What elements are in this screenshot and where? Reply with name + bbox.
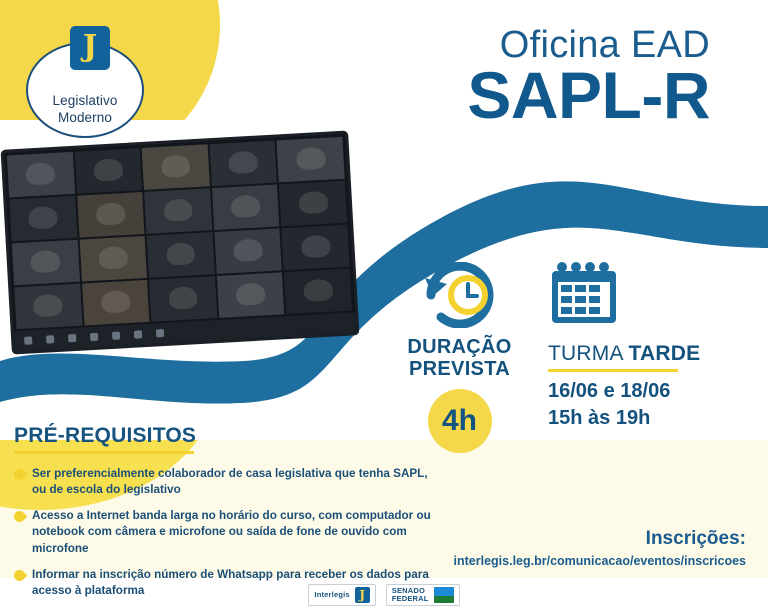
senado-logo-text: [392, 587, 429, 604]
video-call-photo: [1, 130, 360, 354]
prerequisites-title: PRÉ-REQUISITOS: [14, 424, 197, 447]
turma-title-bold: TARDE: [628, 342, 701, 365]
interlegis-j-icon: J: [355, 587, 370, 603]
bullet-icon: [12, 467, 28, 483]
duration-label-line2: PREVISTA: [409, 358, 510, 381]
registration-block: [454, 528, 746, 568]
turma-time: 15h às 19h: [548, 407, 651, 429]
brand-badge: [18, 24, 160, 142]
list-item: [14, 508, 434, 556]
turma-block: [548, 258, 700, 432]
registration-url[interactable]: interlegis.leg.br/comunicacao/eventos/inscricoes: [453, 554, 746, 568]
senado-federal-logo: [386, 584, 460, 606]
footer-logos: [0, 582, 768, 608]
duration-hours-badge: 4h: [428, 389, 492, 453]
turma-dates: 16/06 e 18/06: [548, 380, 671, 402]
bullet-icon: [12, 567, 28, 583]
prerequisite-text: Ser preferencialmente colaborador de casa legislativa que tenha SAPL, ou de escola do legislativo: [32, 467, 428, 497]
calendar-icon: [548, 258, 628, 328]
brand-badge-line1: Legislativo: [52, 93, 118, 109]
registration-title: Inscrições:: [645, 528, 746, 549]
laptop-screen: [1, 130, 360, 354]
turma-title-thin: TURMA: [548, 342, 629, 365]
duration-label-line1: DURAÇÃO: [407, 336, 512, 358]
headline: [467, 24, 710, 132]
headline-subtitle: Oficina EAD: [499, 24, 710, 66]
headline-title: SAPL-R: [467, 57, 710, 132]
list-item: [14, 466, 434, 498]
brand-badge-line2: Moderno: [58, 109, 112, 125]
brazil-flag-icon: [434, 587, 454, 603]
prerequisites-underline: [14, 451, 194, 454]
senado-logo-line2: FEDERAL: [391, 594, 429, 603]
senado-logo-line1: SENADO: [391, 585, 426, 595]
prerequisite-text: Informar na inscrição número de Whatsapp para receber os dados para acesso à plataforma: [32, 567, 429, 597]
participant-grid: [7, 137, 352, 329]
prerequisite-text: Acesso a Internet banda larga no horário do curso, com computador ou notebook com câmera e microfone ou saída de fone de ouvido com microfone: [32, 509, 431, 555]
bullet-icon: [12, 509, 28, 525]
interlegis-j-icon: [70, 26, 110, 70]
interlegis-logo-text: Interlegis: [314, 589, 350, 599]
turma-underline: [548, 369, 678, 372]
clock-icon: [421, 262, 499, 328]
interlegis-logo: [308, 584, 375, 606]
